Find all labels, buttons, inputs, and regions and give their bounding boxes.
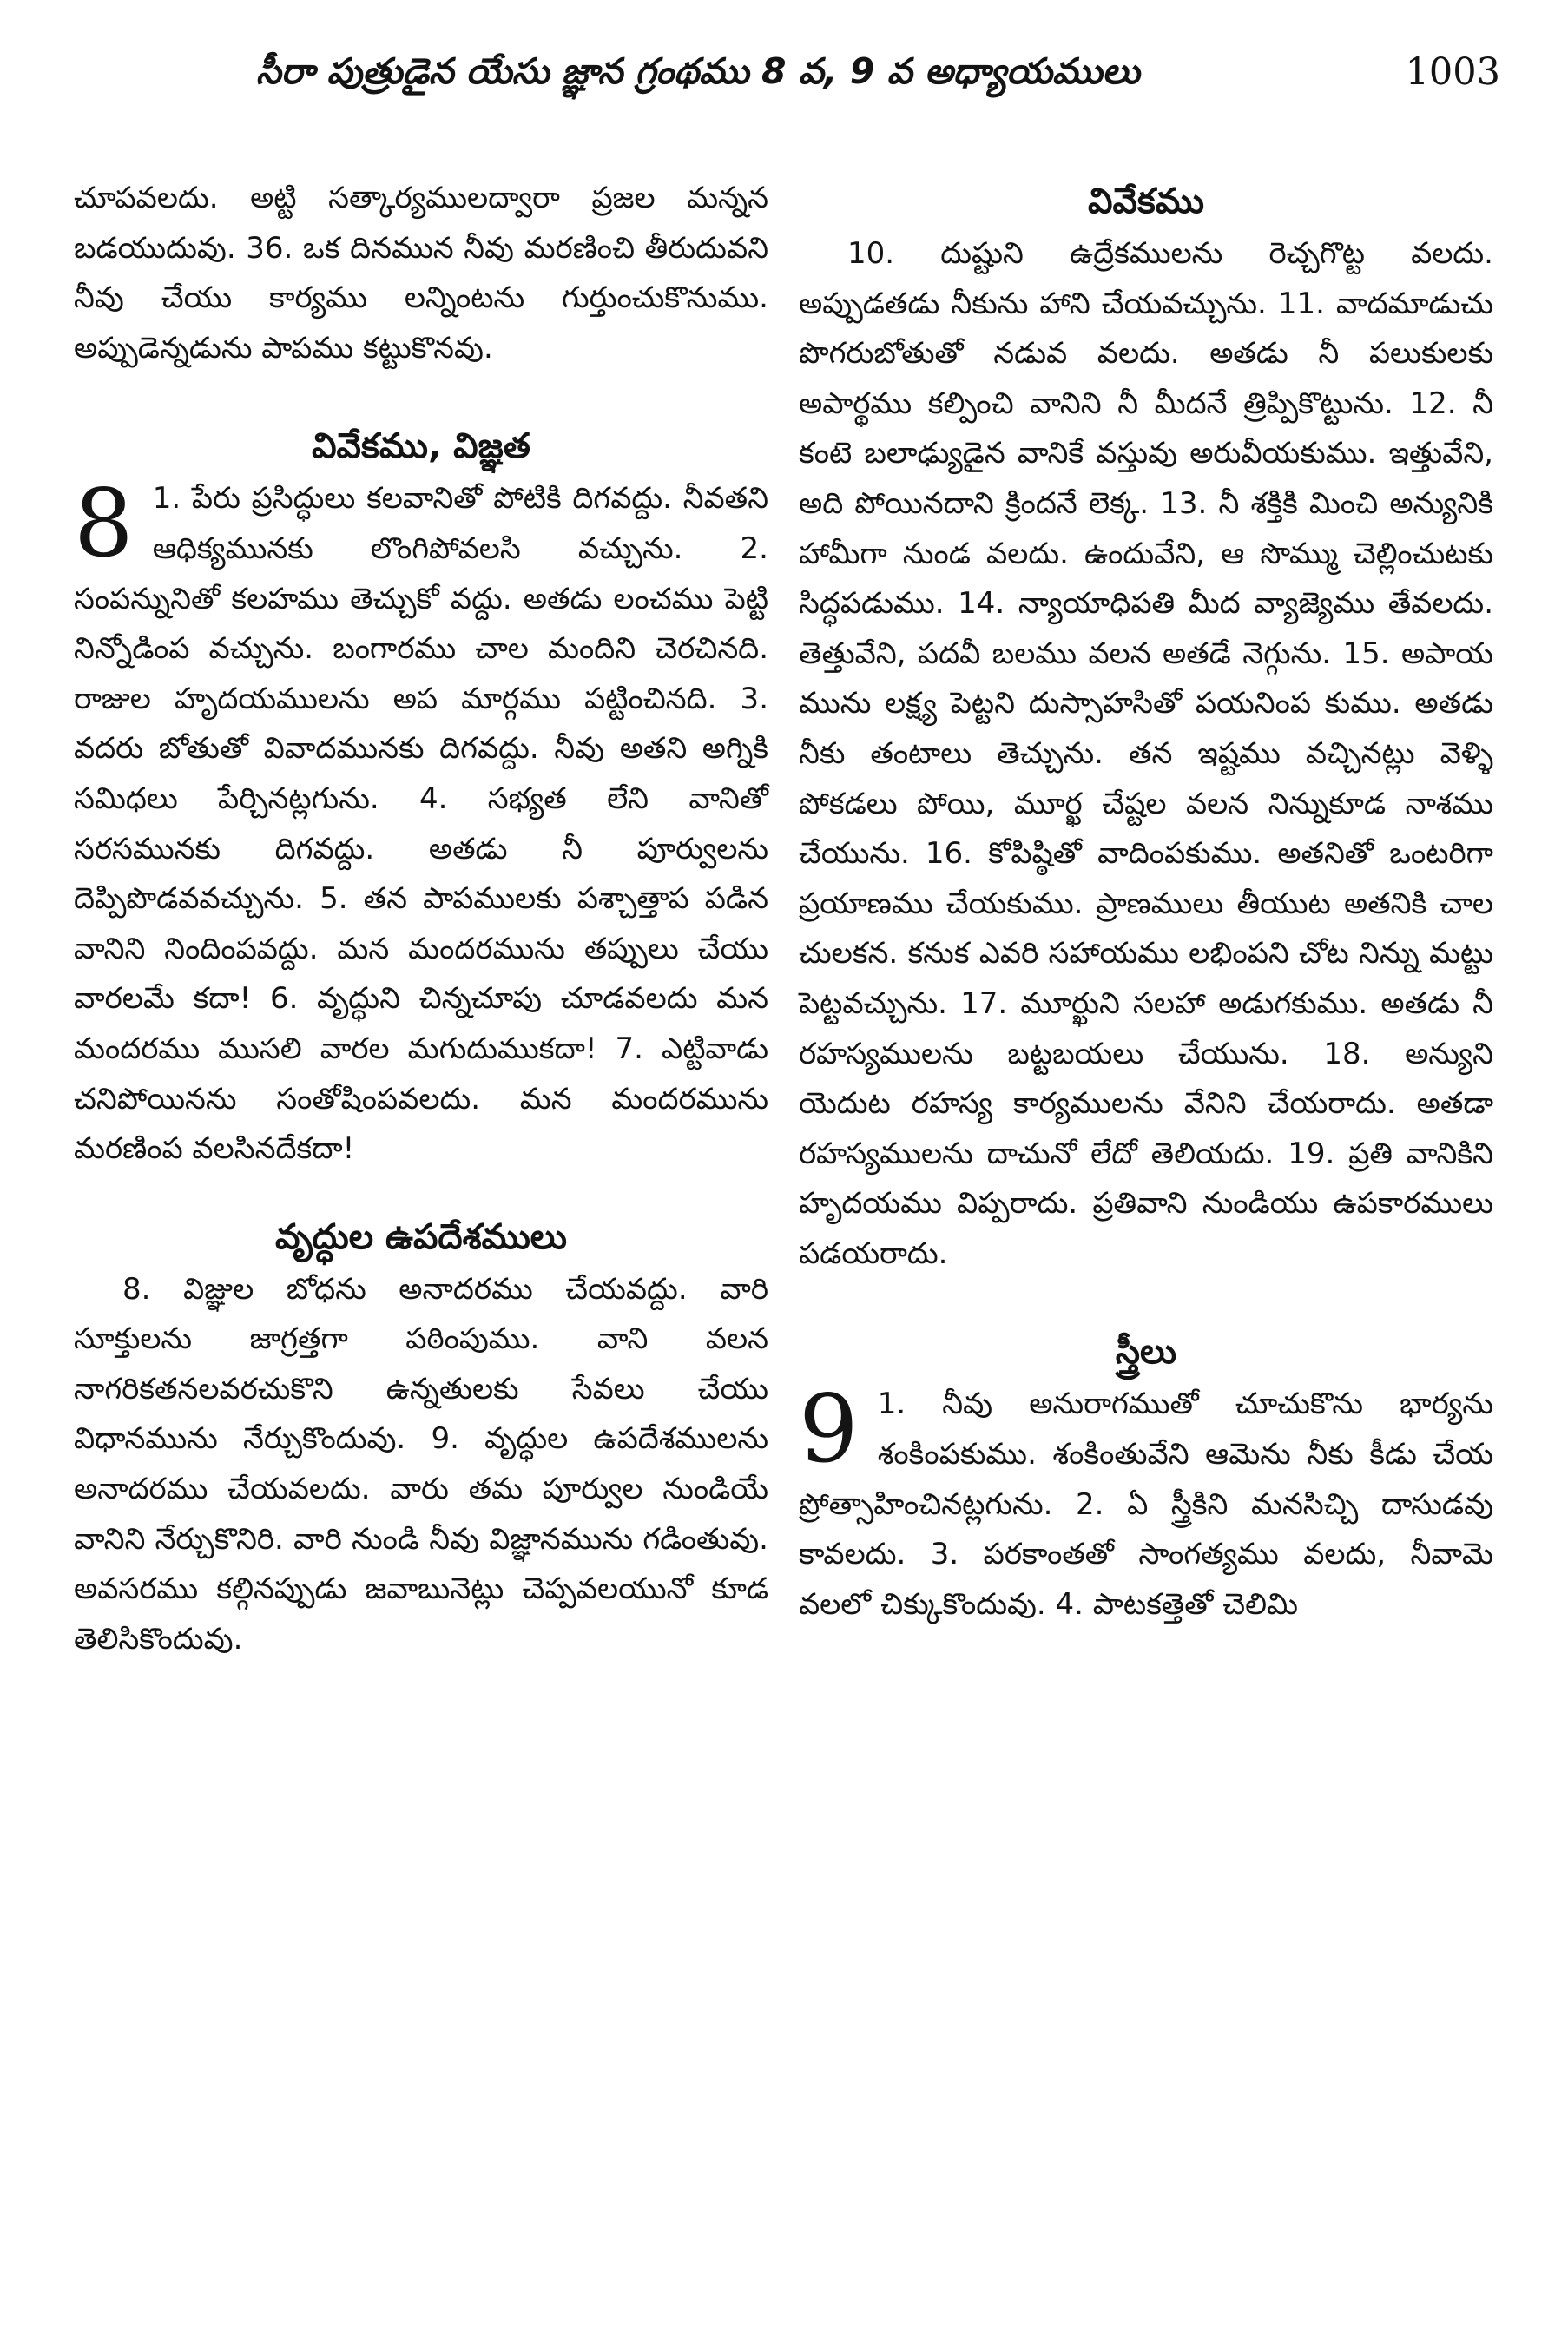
- paragraph-sirach-8-1-7: 1. పేరు ప్రసిద్ధులు కలవానితో పోటికి దిగవద్దు. నీవతని ఆధిక్యమునకు లొంగిపోవలసి వచ్చును. 2. సంపన్నునితో కలహము తెచ్చుకో వద్దు. అతడు లంచము పెట్టి నిన్నోడింప వచ్చును. బంగారము చాల మందిని చెరచినది. రాజుల హృదయములను అప మార్గము పట్టించినది. 3. వదరు బోతుతో వివాదమునకు దిగవద్దు. నీవు అతని అగ్నికి సమిధలు పేర్చినట్లగును. 4. సభ్యత లేని వానితో సరసమునకు దిగవద్దు. అతడు నీ పూర్వులను దెప్పిపొడవవచ్చును. 5. తన పాపములకు పశ్చాత్తాప పడిన వానిని నిందింపవద్దు. మన మందరమును తప్పులు చేయు వారలమే కదా! 6. వృద్ధుని చిన్నచూపు చూడవలదు మన మందరము ముసలి వారల మగుదుముకదా! 7. ఎట్టివాడు చనిపోయినను సంతోషింపవలదు. మన మందరమును మరణింప వలసినదేకదా!: [74, 481, 768, 1167]
- page-number: 1003: [1405, 50, 1500, 94]
- left-column: [74, 174, 768, 1664]
- right-column: [799, 174, 1493, 1630]
- running-header: [61, 43, 1507, 104]
- paragraph-sirach-9-1-4: 1. నీవు అనురాగముతో చూచుకొను భార్యను శంకింపకుము. శంకింతువేని ఆమెను నీకు కీడు చేయ ప్రోత్సాహించినట్లగును. 2. ఏ స్త్రీకిని మనసిచ్చి దాసుడవు కావలదు. 3. పరకాంతతో సాంగత్యము వలదు, నీవామె వలలో చిక్కుకొందువు. 4. పాటకత్తెతో చెలిమి: [799, 1387, 1493, 1622]
- section-heading-elders-counsel: వృద్ధుల ఉపదేశములు: [275, 1216, 567, 1257]
- paragraph-sirach-8-10-19: 10. దుష్టుని ఉద్రేకములను రెచ్చగొట్ట వలదు. అప్పుడతడు నీకును హాని చేయవచ్చును. 11. వాదమాడుచు పొగరుబోతుతో నడువ వలదు. అతడు నీ పలుకులకు అపార్థము కల్పించి వానిని నీ మీదనే త్రిప్పికొట్టును. 12. నీ కంటె బలాఢ్యుడైన వానికే వస్తువు అరువీయకుము. ఇత్తువేని, అది పోయినదాని క్రిందనే లెక్క. 13. నీ శక్తికి మించి అన్యునికి హామీగా నుండ వలదు. ఉందువేని, ఆ సొమ్ము చెల్లించుటకు సిద్ధపడుము. 14. న్యాయాధిపతి మీద వ్యాజ్యెము తేవలదు. తెత్తువేని, పదవీ బలము వలన అతడే నెగ్గును. 15. అపాయ మును లక్ష్య పెట్టని దుస్సాహసితో పయనింప కుము. అతడు నీకు తంటాలు తెచ్చును. తన ఇష్టము వచ్చినట్లు వెళ్ళి పోకడలు పోయి, మూర్ఖ చేష్టల వలన నిన్నుకూడ నాశము చేయును. 16. కోపిష్ఠితో వాదింపకుము. అతనితో ఒంటరిగా ప్రయాణము చేయకుము. ప్రాణములు తీయుట అతనికి చాల చులకన. కనుక ఎవరి సహాయము లభింపని చోట నిన్ను మట్టు పెట్టవచ్చును. 17. మూర్ఖుని సలహా అడుగకుము. అతడు నీ రహస్యములను బట్టబయలు చేయును. 18. అన్యుని యెదుట రహస్య కార్యములను వేనిని చేయరాదు. అతడా రహస్యములను దాచునో లేదో తెలియదు. 19. ప్రతి వానికిని హృదయము విప్పరాదు. ప్రతివాని నుండియు ఉపకారములు పడయరాదు.: [799, 236, 1493, 1271]
- chapter-number-8: 8: [74, 470, 134, 579]
- paragraph-sirach-8-8-9: 8. విజ్ఞుల బోధను అనాదరము చేయవద్దు. వారి సూక్తులను జాగ్రత్తగా పఠింపుము. వాని వలన నాగరికతనలవరచుకొని ఉన్నతులకు సేవలు చేయు విధానమును నేర్చుకొందువు. 9. వృద్ధుల ఉపదేశములను అనాదరము చేయవలదు. వారు తమ పూర్వుల నుండియే వానిని నేర్చుకొనిరి. వారి నుండి నీవు విజ్ఞానమును గడింతువు. అవసరము కల్గినప్పుడు జవాబునెట్లు చెప్పవలయునో కూడ తెలిసికొందువు.: [74, 1271, 768, 1657]
- section-heading-women: స్త్రీలు: [1115, 1332, 1177, 1373]
- running-title: సీరా పుత్రుడైన యేసు జ్ఞాన గ్రంథము 8 వ, 9 వ అధ్యాయములు: [256, 50, 1140, 92]
- chapter-8-block: [74, 470, 768, 1174]
- chapter-9-block: [799, 1375, 1493, 1630]
- section-heading-prudence: వివేకము: [1088, 181, 1204, 221]
- paragraph-sirach-7-35-36: చూపవలదు. అట్టి సత్కార్యములద్వారా ప్రజల మన్నన బడయుదువు. 36. ఒక దినమున నీవు మరణించి తీరుదువని నీవు చేయు కార్యము లన్నింటను గుర్తుంచుకొనుము. అప్పుడెన్నడును పాపము కట్టుకొనవు.: [74, 181, 768, 366]
- chapter-number-9: 9: [799, 1375, 859, 1485]
- section-heading-wisdom-prudence: వివేకము, విజ్ఞత: [312, 426, 530, 467]
